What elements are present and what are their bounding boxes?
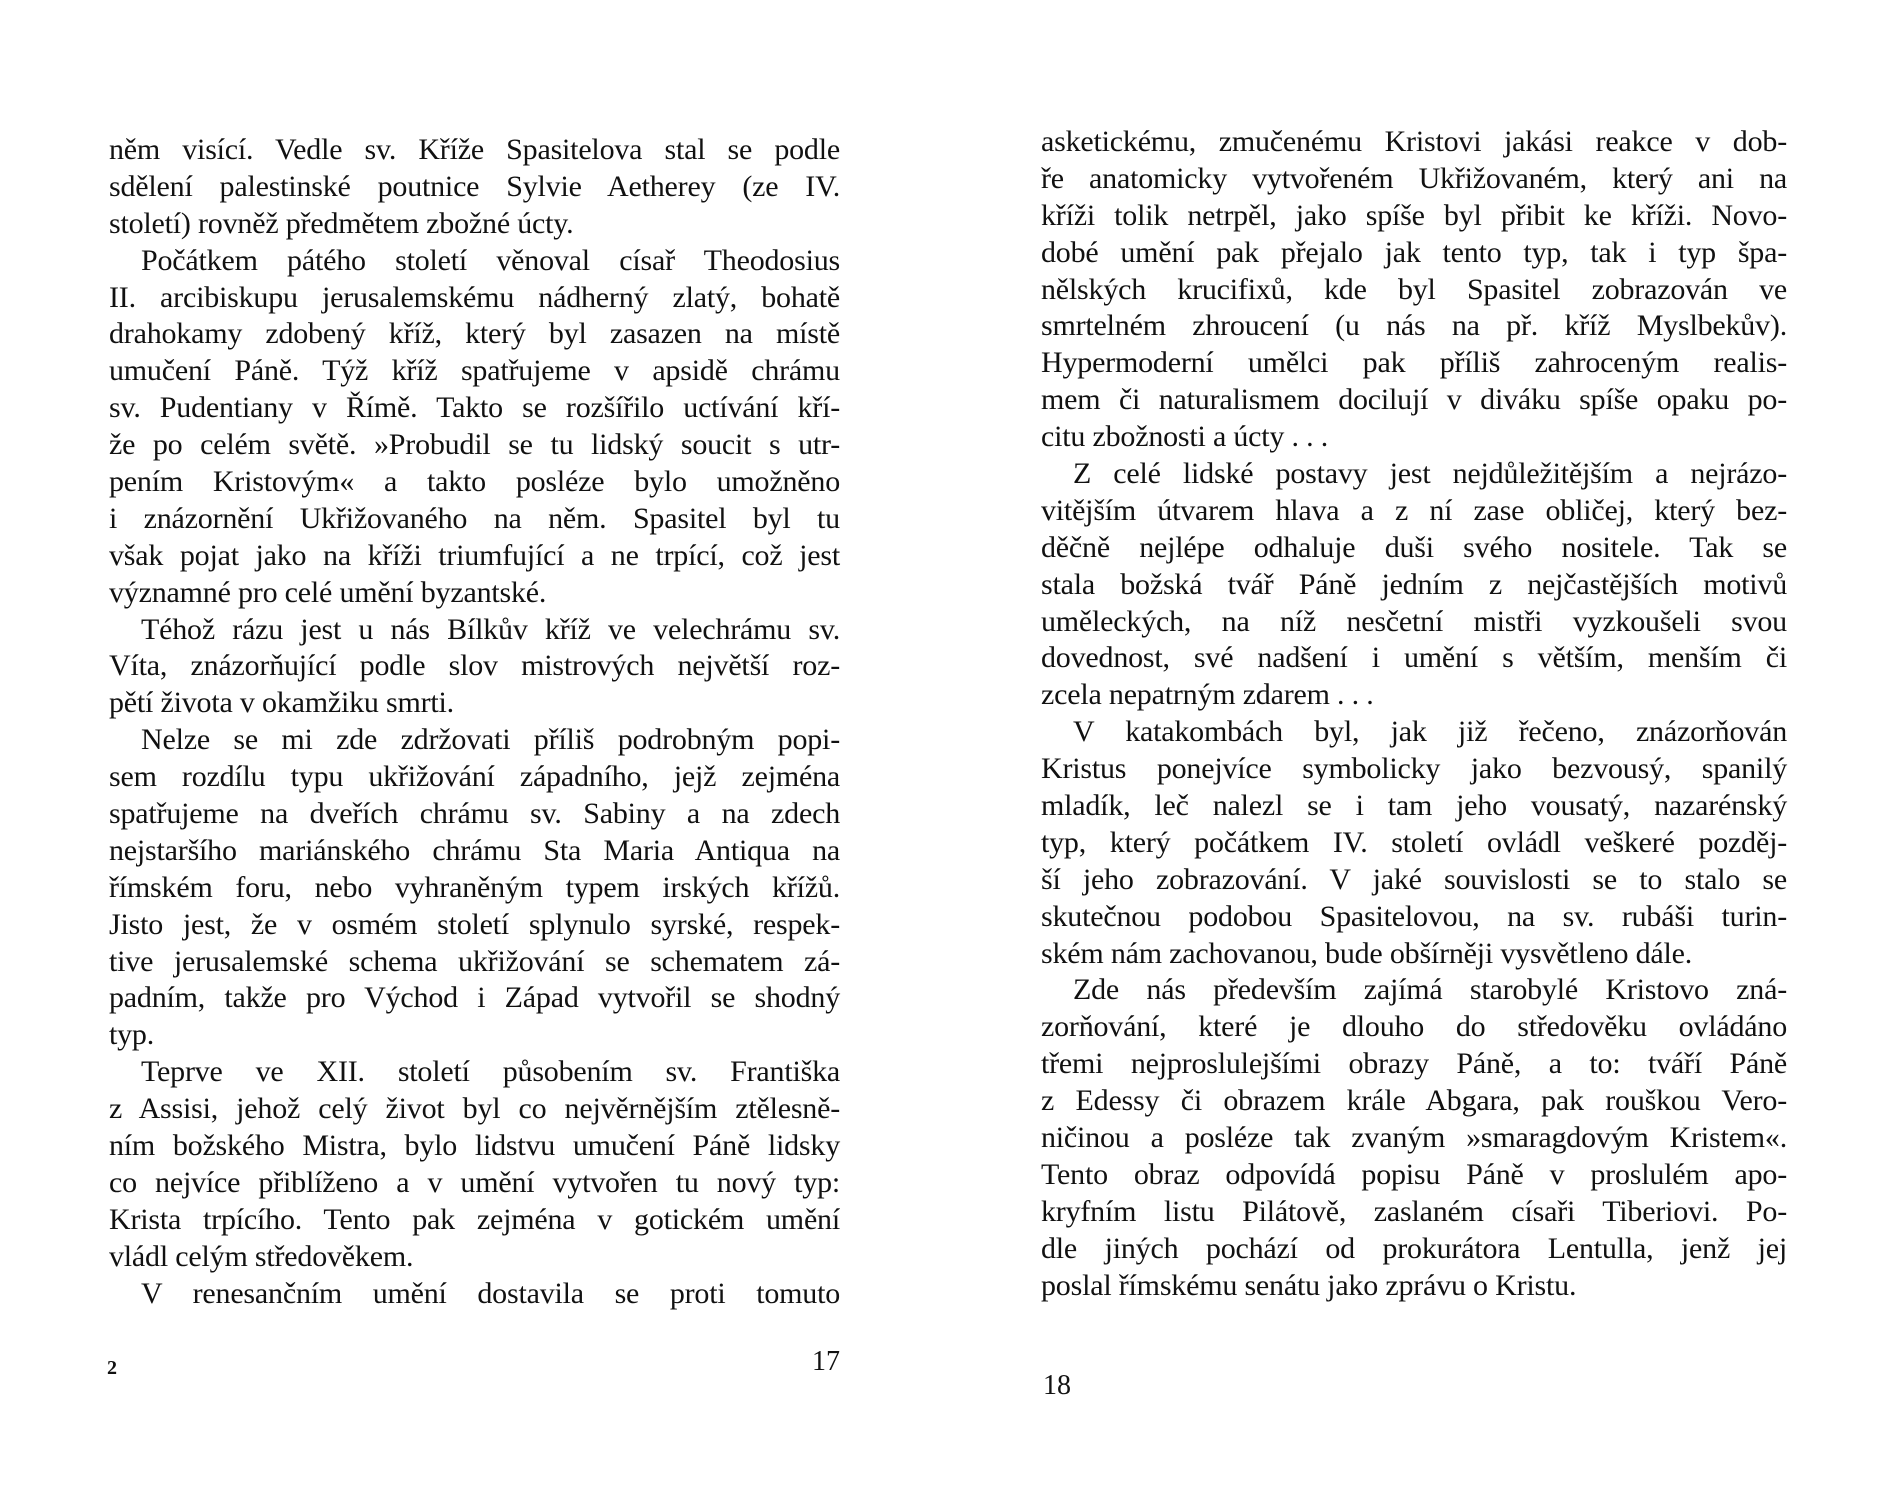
signature-mark: 2 bbox=[107, 1357, 117, 1379]
text-line: i znázornění Ukřižovaného na něm. Spasitel byl tu bbox=[109, 501, 840, 535]
text-line: římském foru, nebo vyhraněným typem irských křížů. bbox=[109, 870, 840, 904]
right-page-number: 18 bbox=[1043, 1370, 1071, 1401]
text-line: ničinou a posléze tak zvaným »smaragdovým Kristem«. bbox=[1041, 1121, 1787, 1155]
text-line: Tento obraz odpovídá popisu Páně v proslulém apo- bbox=[1041, 1157, 1787, 1191]
text-line: poslal římskému senátu jako zprávu o Kristu. bbox=[1041, 1268, 1577, 1302]
text-line: z Assisi, jehož celý život byl co nejvěrnějším ztělesně- bbox=[109, 1092, 840, 1126]
text-line: Z celé lidské postavy jest nejdůležitějším a nejrázo- bbox=[1073, 457, 1787, 491]
text-line: mladík, leč nalezl se i tam jeho vousatý, nazarénský bbox=[1041, 789, 1787, 823]
text-line: pením Kristovým« a takto posléze bylo umožněno bbox=[109, 465, 840, 499]
text-line: stala božská tvář Páně jedním z nejčastějších motivů bbox=[1041, 567, 1787, 601]
text-line: uměleckých, na níž nesčetní mistři vyzkoušeli svou bbox=[1041, 604, 1787, 638]
text-line: něm visící. Vedle sv. Kříže Spasitelova stal se podle bbox=[109, 133, 840, 166]
text-line: umučení Páně. Týž kříž spatřujeme v apsidě chrámu bbox=[109, 354, 840, 388]
text-line: Víta, znázorňující podle slov mistrových největší roz- bbox=[109, 649, 840, 683]
text-line: zcela nepatrným zdarem . . . bbox=[1041, 678, 1374, 712]
text-line: století) rovněž předmětem zbožné úcty. bbox=[109, 206, 574, 240]
text-line: skutečnou podobou Spasitelovou, na sv. rubáši turin- bbox=[1041, 899, 1787, 933]
text-line: však pojat jako na kříži triumfující a ne trpící, což jest bbox=[109, 538, 840, 572]
text-line: děčně nejlépe odhaluje duši svého nositele. Tak se bbox=[1041, 530, 1787, 564]
text-line: ší jeho zobrazování. V jaké souvislosti se to stalo se bbox=[1041, 862, 1787, 896]
text-line: mem či naturalismem docilují v diváku spíše opaku po- bbox=[1041, 383, 1787, 417]
text-line: Teprve ve XII. století působením sv. Františka bbox=[141, 1055, 840, 1089]
text-line: vitějším útvarem hlava a z ní zase obličej, který bez- bbox=[1041, 493, 1787, 527]
text-line: Téhož rázu jest u nás Bílkův kříž ve velechrámu sv. bbox=[141, 612, 840, 646]
text-line: asketickému, zmučenému Kristovi jakási reakce v dob- bbox=[1041, 125, 1787, 158]
text-line: dobé umění pak přejalo jak tento typ, tak i typ špa- bbox=[1041, 235, 1787, 269]
left-page-number: 17 bbox=[812, 1346, 840, 1377]
text-line: sv. Pudentiany v Římě. Takto se rozšířilo uctívání kří- bbox=[109, 391, 840, 425]
text-line: spatřujeme na dveřích chrámu sv. Sabiny a na zdech bbox=[109, 797, 840, 831]
text-line: nejstaršího mariánského chrámu Sta Maria Antiqua na bbox=[109, 833, 840, 867]
text-line: ře anatomicky vytvořeném Ukřižovaném, který ani na bbox=[1041, 161, 1787, 195]
text-line: padním, takže pro Východ i Západ vytvořil se shodný bbox=[109, 981, 840, 1015]
text-line: typ. bbox=[109, 1018, 155, 1052]
text-line: vládl celým středověkem. bbox=[109, 1239, 414, 1273]
text-line: sdělení palestinské poutnice Sylvie Aetherey (ze IV. bbox=[109, 169, 840, 203]
text-line: významné pro celé umění byzantské. bbox=[109, 575, 547, 609]
text-line: Zde nás především zajímá starobylé Kristovo zná- bbox=[1073, 973, 1787, 1007]
text-line: tive jerusalemské schema ukřižování se schematem zá- bbox=[109, 944, 840, 978]
text-line: nělských krucifixů, kde byl Spasitel zobrazován ve bbox=[1041, 272, 1787, 306]
text-line: pětí života v okamžiku smrti. bbox=[109, 686, 454, 720]
text-line: typ, který počátkem IV. století ovládl veškeré pozděj- bbox=[1041, 825, 1787, 859]
text-line: Jisto jest, že v osmém století splynulo syrské, respek- bbox=[109, 907, 840, 941]
text-line: kryfním listu Pilátově, zaslaném císaři Tiberiovi. Po- bbox=[1041, 1194, 1787, 1228]
text-line: z Edessy či obrazem krále Abgara, pak rouškou Vero- bbox=[1041, 1084, 1787, 1118]
text-line: ském nám zachovanou, bude obšírněji vysvětleno dále. bbox=[1041, 936, 1693, 970]
text-line: dovednost, své nadšení i umění s větším, menším či bbox=[1041, 641, 1787, 675]
text-line: že po celém světě. »Probudil se tu lidský soucit s utr- bbox=[109, 428, 840, 462]
text-line: Počátkem pátého století věnoval císař Theodosius bbox=[141, 243, 840, 277]
text-line: Kristus ponejvíce symbolicky jako bezvousý, spanilý bbox=[1041, 752, 1787, 786]
text-line: třemi nejproslulejšími obrazy Páně, a to: tváří Páně bbox=[1041, 1047, 1787, 1081]
text-line: ním božského Mistra, bylo lidstvu umučení Páně lidsky bbox=[109, 1129, 840, 1163]
text-line: kříži tolik netrpěl, jako spíše byl přibit ke kříži. Novo- bbox=[1041, 198, 1787, 232]
text-line: Krista trpícího. Tento pak zejména v gotickém umění bbox=[109, 1202, 840, 1236]
text-line: smrtelném zhroucení (u nás na př. kříž Myslbekův). bbox=[1041, 309, 1787, 343]
text-line: co nejvíce přiblíženo a v umění vytvořen tu nový typ: bbox=[109, 1165, 840, 1199]
text-line: V katakombách byl, jak již řečeno, znázorňován bbox=[1073, 715, 1787, 749]
text-line: Nelze se mi zde zdržovati příliš podrobným popi- bbox=[141, 723, 840, 757]
text-line: II. arcibiskupu jerusalemskému nádherný zlatý, bohatě bbox=[109, 280, 840, 314]
text-line: dle jiných pochází od prokurátora Lentulla, jenž jej bbox=[1041, 1231, 1787, 1265]
text-line: drahokamy zdobený kříž, který byl zasazen na místě bbox=[109, 317, 840, 351]
text-line: V renesančním umění dostavila se proti tomuto bbox=[141, 1276, 840, 1310]
right-page-text bbox=[1041, 124, 1787, 1305]
text-line: citu zbožnosti a úcty . . . bbox=[1041, 420, 1329, 454]
text-line: zorňování, které je dlouho do středověku ovládáno bbox=[1041, 1010, 1787, 1044]
text-line: Hypermoderní umělci pak příliš zahroceným realis- bbox=[1041, 346, 1787, 380]
text-line: sem rozdílu typu ukřižování západního, jejž zejména bbox=[109, 760, 840, 794]
left-page-text bbox=[109, 132, 840, 1313]
